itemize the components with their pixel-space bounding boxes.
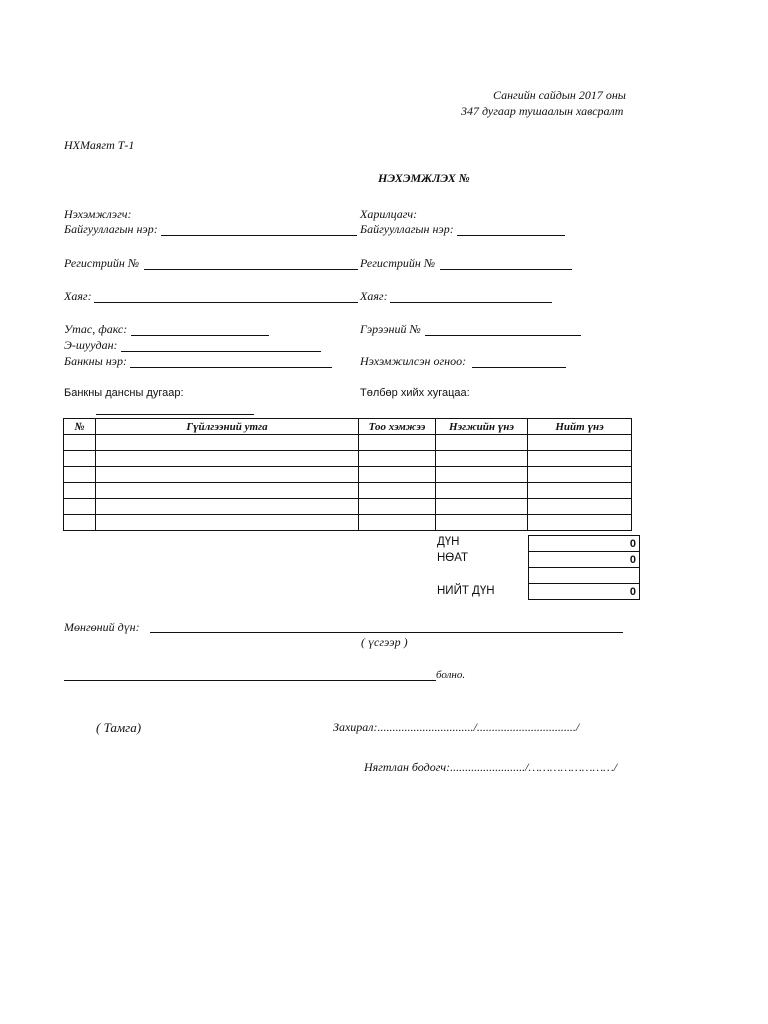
table-cell[interactable]: [96, 515, 359, 531]
table-header-row: [64, 419, 632, 435]
issuer-address-label: Хаяг:: [64, 289, 92, 303]
table-row[interactable]: [64, 435, 632, 451]
payer-contract-line[interactable]: [425, 335, 581, 336]
table-cell[interactable]: [528, 499, 632, 515]
table-cell[interactable]: [96, 451, 359, 467]
payer-org-line[interactable]: [457, 235, 565, 236]
payer-org-label: Байгууллагын нэр:: [360, 222, 454, 236]
table-cell[interactable]: [359, 515, 436, 531]
table-cell[interactable]: [528, 435, 632, 451]
table-cell[interactable]: [528, 451, 632, 467]
table-cell[interactable]: [359, 483, 436, 499]
blank-total-cell[interactable]: [529, 568, 640, 584]
amount-line[interactable]: [150, 632, 623, 633]
table-cell[interactable]: [64, 499, 96, 515]
table-cell[interactable]: [359, 467, 436, 483]
table-cell[interactable]: [528, 467, 632, 483]
table-row[interactable]: [64, 515, 632, 531]
col-quantity-header: Тоо хэмжээ: [359, 419, 436, 435]
table-cell[interactable]: [96, 467, 359, 483]
col-description-header: Гүйлгээний утга: [96, 419, 359, 435]
table-row[interactable]: [64, 499, 632, 515]
table-cell[interactable]: [436, 451, 528, 467]
amount-in-words-hint: ( үсгээр ): [361, 635, 408, 649]
table-cell[interactable]: [436, 483, 528, 499]
table-cell[interactable]: [436, 467, 528, 483]
table-cell[interactable]: [359, 435, 436, 451]
vat-value[interactable]: 0: [529, 552, 640, 568]
issuer-reg-line[interactable]: [144, 269, 358, 270]
grand-total-value[interactable]: 0: [529, 584, 640, 600]
sum-label: ДҮН: [437, 536, 460, 548]
vat-label: НӨАТ: [437, 552, 469, 564]
issuer-email-line[interactable]: [121, 351, 321, 352]
col-unit-price-header: Нэгжийн үнэ: [436, 419, 528, 435]
table-cell[interactable]: [359, 499, 436, 515]
table-cell[interactable]: [64, 451, 96, 467]
payer-address-line[interactable]: [390, 302, 552, 303]
table-cell[interactable]: [359, 451, 436, 467]
table-cell[interactable]: [436, 499, 528, 515]
decree-line-2: 347 дугаар тушаалын хавсралт: [461, 104, 624, 118]
items-table: [63, 418, 632, 531]
issuer-phone-label: Утас, факс:: [64, 322, 128, 336]
table-cell[interactable]: [96, 435, 359, 451]
accountant-signature: Нягтлан бодогч:........................./……………………/: [364, 760, 618, 774]
issuer-org-label: Байгууллагын нэр:: [64, 222, 158, 236]
director-signature: Захирал:................................/................................./: [333, 720, 580, 734]
totals-table: [528, 535, 640, 600]
col-total-header: Нийт үнэ: [528, 419, 632, 435]
table-cell[interactable]: [96, 483, 359, 499]
table-cell[interactable]: [96, 499, 359, 515]
invoice-date-label: Нэхэмжилсэн огноо:: [360, 354, 467, 368]
amount-suffix: болно.: [436, 669, 466, 681]
stamp-label: ( Тамга): [96, 720, 142, 735]
issuer-label: Нэхэмжлэгч:: [64, 207, 132, 221]
payer-reg-line[interactable]: [440, 269, 572, 270]
table-cell[interactable]: [64, 483, 96, 499]
issuer-bank-line[interactable]: [130, 367, 332, 368]
payer-label: Харилцагч:: [360, 207, 418, 221]
table-cell[interactable]: [528, 515, 632, 531]
payer-reg-label: Регистрийн №: [360, 256, 436, 270]
issuer-account-line[interactable]: [96, 414, 254, 415]
sum-value[interactable]: 0: [529, 536, 640, 552]
payment-due-label: Төлбөр хийх хугацаа:: [360, 387, 470, 399]
table-cell[interactable]: [64, 435, 96, 451]
issuer-reg-label: Регистрийн №: [64, 256, 140, 270]
form-code: НХМаягт Т-1: [64, 138, 135, 152]
amount-words-line[interactable]: [64, 680, 436, 681]
issuer-email-label: Э-шуудан:: [64, 338, 118, 352]
issuer-bank-label: Банкны нэр:: [64, 354, 127, 368]
table-row[interactable]: [64, 451, 632, 467]
col-number-header: №: [64, 419, 96, 435]
table-cell[interactable]: [64, 467, 96, 483]
issuer-phone-line[interactable]: [131, 335, 269, 336]
table-cell[interactable]: [528, 483, 632, 499]
amount-label: Мөнгөний дүн:: [64, 620, 140, 634]
table-cell[interactable]: [436, 435, 528, 451]
decree-line-1: Сангийн сайдын 2017 оны: [493, 88, 626, 102]
document-title: НЭХЭМЖЛЭХ №: [378, 171, 470, 185]
table-row[interactable]: [64, 467, 632, 483]
payer-address-label: Хаяг:: [360, 289, 388, 303]
table-cell[interactable]: [64, 515, 96, 531]
invoice-date-line[interactable]: [472, 367, 566, 368]
table-cell[interactable]: [436, 515, 528, 531]
issuer-account-label: Банкны дансны дугаар:: [64, 387, 184, 399]
grand-total-label: НИЙТ ДҮН: [437, 585, 495, 597]
table-row[interactable]: [64, 483, 632, 499]
payer-contract-label: Гэрээний №: [360, 322, 421, 336]
issuer-org-line[interactable]: [161, 235, 357, 236]
issuer-address-line[interactable]: [94, 302, 358, 303]
